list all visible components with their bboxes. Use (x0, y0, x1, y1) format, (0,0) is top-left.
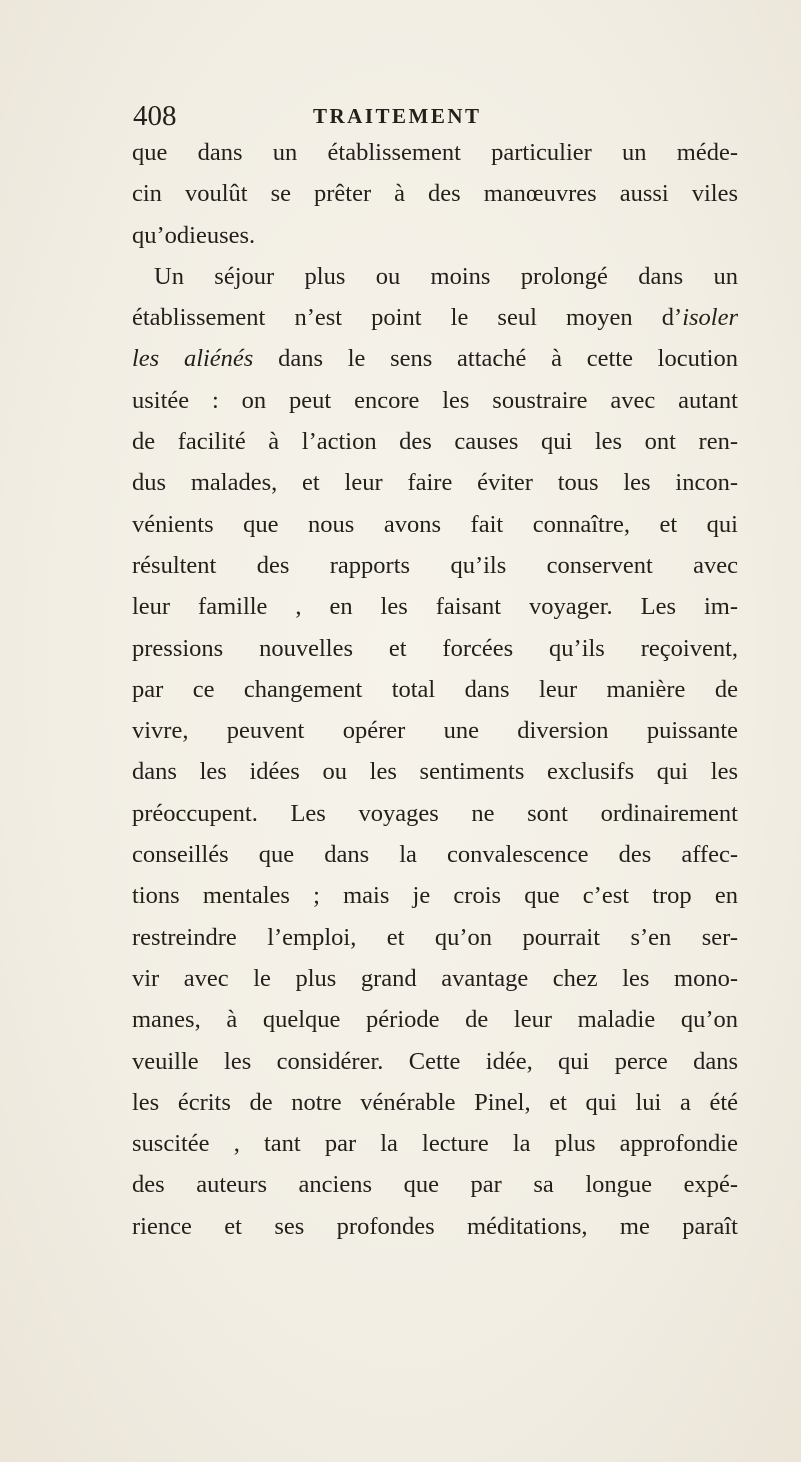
text-line (132, 338, 738, 379)
text-line (132, 297, 738, 338)
text-line: suscitée , tant par la lecture la plus approfondie (132, 1130, 738, 1158)
text-run: établissement n’est point le seul moyen d’ (132, 304, 683, 332)
text-line: les écrits de notre vénérable Pinel, et qui lui a été (132, 1088, 738, 1116)
text-run: Un séjour plus ou moins prolongé dans un (154, 262, 738, 290)
running-title: TRAITEMENT (313, 104, 482, 128)
text-line: pressions nouvelles et forcées qu’ils reçoivent, (132, 634, 738, 662)
text-line (132, 256, 738, 297)
page-header (133, 96, 718, 136)
page-number: 408 (133, 100, 177, 132)
text-line: vénients que nous avons fait connaître, et qui (132, 510, 738, 538)
italic-text: isoler (682, 304, 738, 332)
text-line: conseillés que dans la convalescence des affec- (132, 841, 738, 869)
text-line: restreindre l’emploi, et qu’on pourrait s’en ser- (132, 923, 738, 951)
text-line: tions mentales ; mais je crois que c’est trop en (132, 882, 738, 910)
text-line: préoccupent. Les voyages ne sont ordinairement (132, 799, 738, 827)
text-line: cin voulût se prêter à des manœuvres aussi viles (132, 180, 738, 208)
text-line: leur famille , en les faisant voyager. Les im- (132, 593, 738, 621)
text-line: usitée : on peut encore les soustraire avec autant (132, 386, 738, 414)
body-text (132, 132, 738, 1247)
text-run: dans le sens attaché à cette locution (253, 345, 738, 373)
text-line: dans les idées ou les sentiments exclusifs qui les (132, 758, 738, 786)
text-line: des auteurs anciens que par sa longue expé- (132, 1171, 738, 1199)
text-line: de facilité à l’action des causes qui les ont ren- (132, 428, 738, 456)
text-line: que dans un établissement particulier un méde- (132, 139, 738, 166)
text-line: manes, à quelque période de leur maladie qu’on (132, 1006, 738, 1034)
text-line: résultent des rapports qu’ils conservent avec (132, 551, 738, 579)
text-line: dus malades, et leur faire éviter tous les incon- (132, 469, 738, 497)
text-line: vir avec le plus grand avantage chez les mono- (132, 964, 738, 992)
text-line: qu’odieuses. (132, 221, 256, 249)
text-line: par ce changement total dans leur manière de (132, 675, 738, 703)
italic-text: les aliénés (132, 345, 254, 373)
text-line: rience et ses profondes méditations, me paraît (132, 1212, 738, 1240)
text-line: vivre, peuvent opérer une diversion puissante (132, 717, 738, 745)
text-line: veuille les considérer. Cette idée, qui perce dans (132, 1047, 738, 1075)
